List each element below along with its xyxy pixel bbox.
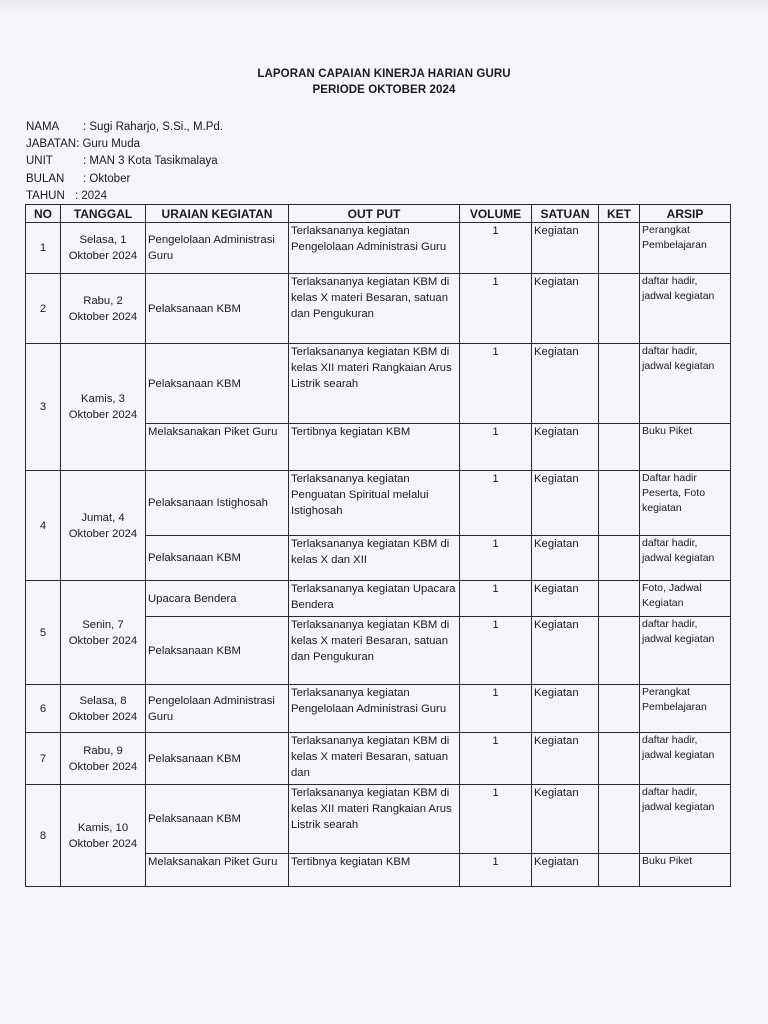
cell-volume: 1 bbox=[460, 536, 532, 581]
cell-no: 8 bbox=[26, 785, 61, 887]
cell-uraian: Pengelolaan Administrasi Guru bbox=[146, 685, 289, 733]
cell-arsip: daftar hadir, jadwal kegiatan bbox=[640, 274, 731, 344]
report-title: LAPORAN CAPAIAN KINERJA HARIAN GURU bbox=[257, 68, 511, 80]
info-label: BULAN bbox=[26, 172, 65, 185]
cell-volume: 1 bbox=[460, 424, 532, 471]
cell-ket bbox=[599, 854, 640, 887]
cell-satuan: Kegiatan bbox=[532, 424, 599, 471]
cell-output-text: Terlaksananya kegiatan KBM di kelas XII materi Rangkaian Arus Listrik searah bbox=[291, 787, 452, 831]
cell-volume: 1 bbox=[460, 344, 532, 424]
col-header-satuan: SATUAN bbox=[532, 205, 599, 223]
cell-arsip: daftar hadir, jadwal kegiatan bbox=[640, 536, 731, 581]
col-header-uraian: URAIAN KEGIATAN bbox=[146, 205, 289, 223]
info-row-nama bbox=[26, 119, 223, 136]
cell-volume: 1 bbox=[460, 223, 532, 274]
cell-output-text: Terlaksananya kegiatan KBM di kelas XII materi Rangkaian Arus Listrik searah bbox=[291, 346, 452, 390]
cell-ket bbox=[599, 471, 640, 536]
cell-output bbox=[289, 785, 460, 854]
info-label: NAMA bbox=[26, 121, 60, 133]
col-header-tanggal: TANGGAL bbox=[61, 205, 146, 223]
cell-output-text: Terlaksananya kegiatan Penguatan Spiritual melalui Istighosah bbox=[291, 473, 429, 517]
cell-arsip: Buku Piket bbox=[640, 854, 731, 887]
cell-tanggal: Rabu, 9 Oktober 2024 bbox=[61, 733, 146, 785]
cell-output bbox=[289, 471, 460, 536]
scan-edge-shadow bbox=[0, 0, 768, 14]
cell-volume: 1 bbox=[460, 471, 532, 536]
identity-block bbox=[26, 119, 223, 205]
cell-no: 5 bbox=[26, 581, 61, 685]
table-row bbox=[26, 223, 731, 274]
cell-uraian: Melaksanakan Piket Guru bbox=[146, 854, 289, 887]
info-label: UNIT bbox=[26, 155, 53, 168]
cell-arsip: daftar hadir, jadwal kegiatan bbox=[640, 785, 731, 854]
cell-ket bbox=[599, 785, 640, 854]
activity-table bbox=[25, 204, 731, 887]
report-period: PERIODE OKTOBER 2024 bbox=[312, 84, 456, 96]
cell-uraian: Pelaksanaan Istighosah bbox=[146, 471, 289, 536]
cell-satuan: Kegiatan bbox=[532, 471, 599, 536]
info-row-bulan bbox=[26, 171, 223, 188]
cell-arsip: Perangkat Pembelajaran bbox=[640, 223, 731, 274]
col-header-output: OUT PUT bbox=[289, 205, 460, 223]
cell-no: 3 bbox=[26, 344, 61, 471]
cell-satuan: Kegiatan bbox=[532, 854, 599, 887]
cell-output: Tertibnya kegiatan KBM bbox=[289, 424, 460, 471]
cell-tanggal: Kamis, 10 Oktober 2024 bbox=[61, 785, 146, 887]
cell-output bbox=[289, 733, 460, 785]
cell-output-text: Terlaksananya kegiatan KBM di kelas X materi Besaran, satuan dan bbox=[291, 735, 450, 779]
cell-tanggal: Rabu, 2 Oktober 2024 bbox=[61, 274, 146, 344]
cell-no: 2 bbox=[26, 274, 61, 344]
cell-tanggal: Selasa, 1 Oktober 2024 bbox=[61, 223, 146, 274]
cell-ket bbox=[599, 344, 640, 424]
cell-tanggal: Senin, 7 Oktober 2024 bbox=[61, 581, 146, 685]
info-value: : Oktober bbox=[83, 172, 131, 185]
cell-uraian: Pengelolaan Administrasi Guru bbox=[146, 223, 289, 274]
cell-output-text: Terlaksananya kegiatan Pengelolaan Administrasi Guru bbox=[291, 225, 447, 253]
cell-satuan: Kegiatan bbox=[532, 274, 599, 344]
cell-satuan: Kegiatan bbox=[532, 223, 599, 274]
cell-no: 7 bbox=[26, 733, 61, 785]
cell-no: 6 bbox=[26, 685, 61, 733]
table-row bbox=[26, 785, 731, 854]
cell-tanggal: Jumat, 4 Oktober 2024 bbox=[61, 471, 146, 581]
cell-arsip: Buku Piket bbox=[640, 424, 731, 471]
cell-arsip: daftar hadir, jadwal kegiatan bbox=[640, 733, 731, 785]
cell-arsip: Daftar hadir Peserta, Foto kegiatan bbox=[640, 471, 731, 536]
cell-no: 4 bbox=[26, 471, 61, 581]
col-header-no: NO bbox=[26, 205, 61, 223]
cell-ket bbox=[599, 685, 640, 733]
cell-uraian: Pelaksanaan KBM bbox=[146, 785, 289, 854]
cell-uraian: Melaksanakan Piket Guru bbox=[146, 424, 289, 471]
cell-uraian: Upacara Bendera bbox=[146, 581, 289, 617]
table-row bbox=[26, 344, 731, 424]
info-row-unit bbox=[26, 153, 223, 170]
info-value: : Guru Muda bbox=[76, 138, 140, 151]
info-label: TAHUN bbox=[26, 189, 65, 202]
cell-output-text: Terlaksananya kegiatan KBM di kelas X materi Besaran, satuan dan Pengukuran bbox=[291, 276, 450, 320]
cell-uraian: Pelaksanaan KBM bbox=[146, 274, 289, 344]
cell-volume: 1 bbox=[460, 274, 532, 344]
cell-satuan: Kegiatan bbox=[532, 344, 599, 424]
cell-satuan: Kegiatan bbox=[532, 581, 599, 617]
cell-volume: 1 bbox=[460, 581, 532, 617]
cell-satuan: Kegiatan bbox=[532, 617, 599, 685]
cell-arsip: daftar hadir, jadwal kegiatan bbox=[640, 344, 731, 424]
cell-uraian: Pelaksanaan KBM bbox=[146, 536, 289, 581]
table-row bbox=[26, 581, 731, 617]
cell-output: Terlaksananya kegiatan Upacara Bendera bbox=[289, 581, 460, 617]
info-value: : MAN 3 Kota Tasikmalaya bbox=[83, 155, 218, 168]
cell-ket bbox=[599, 581, 640, 617]
cell-uraian: Pelaksanaan KBM bbox=[146, 733, 289, 785]
table-row bbox=[26, 471, 731, 536]
cell-output bbox=[289, 344, 460, 424]
table-row bbox=[26, 685, 731, 733]
table-row bbox=[26, 274, 731, 344]
cell-arsip: Perangkat Pembelajaran bbox=[640, 685, 731, 733]
cell-satuan: Kegiatan bbox=[532, 733, 599, 785]
info-value: : 2024 bbox=[75, 189, 107, 202]
cell-tanggal: Kamis, 3 Oktober 2024 bbox=[61, 344, 146, 471]
cell-output-text: Terlaksananya kegiatan KBM di kelas X materi Besaran, satuan dan Pengukuran bbox=[291, 619, 450, 663]
cell-arsip: daftar hadir, jadwal kegiatan bbox=[640, 617, 731, 685]
cell-uraian: Pelaksanaan KBM bbox=[146, 617, 289, 685]
cell-no: 1 bbox=[26, 223, 61, 274]
cell-output bbox=[289, 223, 460, 274]
info-label: JABATAN bbox=[26, 138, 77, 151]
table-header-row bbox=[26, 205, 731, 223]
cell-volume: 1 bbox=[460, 854, 532, 887]
cell-ket bbox=[599, 223, 640, 274]
cell-volume: 1 bbox=[460, 733, 532, 785]
cell-output: Terlaksananya kegiatan KBM di kelas X dan XII bbox=[289, 536, 460, 581]
cell-tanggal: Selasa, 8 Oktober 2024 bbox=[61, 685, 146, 733]
info-row-tahun bbox=[26, 188, 223, 205]
cell-uraian: Pelaksanaan KBM bbox=[146, 344, 289, 424]
cell-output bbox=[289, 274, 460, 344]
cell-output bbox=[289, 617, 460, 685]
col-header-ket: KET bbox=[599, 205, 640, 223]
cell-output bbox=[289, 685, 460, 733]
cell-output-text: Terlaksananya kegiatan Pengelolaan Administrasi Guru bbox=[291, 687, 447, 715]
cell-satuan: Kegiatan bbox=[532, 785, 599, 854]
cell-arsip: Foto, Jadwal Kegiatan bbox=[640, 581, 731, 617]
col-header-volume: VOLUME bbox=[460, 205, 532, 223]
cell-ket bbox=[599, 274, 640, 344]
cell-volume: 1 bbox=[460, 685, 532, 733]
cell-ket bbox=[599, 733, 640, 785]
col-header-arsip: ARSIP bbox=[640, 205, 731, 223]
cell-ket bbox=[599, 536, 640, 581]
info-value: : Sugi Raharjo, S.Si., M.Pd. bbox=[83, 121, 223, 133]
cell-ket bbox=[599, 424, 640, 471]
cell-satuan: Kegiatan bbox=[532, 536, 599, 581]
cell-ket bbox=[599, 617, 640, 685]
table-row bbox=[26, 733, 731, 785]
cell-volume: 1 bbox=[460, 785, 532, 854]
cell-volume: 1 bbox=[460, 617, 532, 685]
cell-output: Tertibnya kegiatan KBM bbox=[289, 854, 460, 887]
cell-satuan: Kegiatan bbox=[532, 685, 599, 733]
info-row-jabatan bbox=[26, 136, 223, 153]
